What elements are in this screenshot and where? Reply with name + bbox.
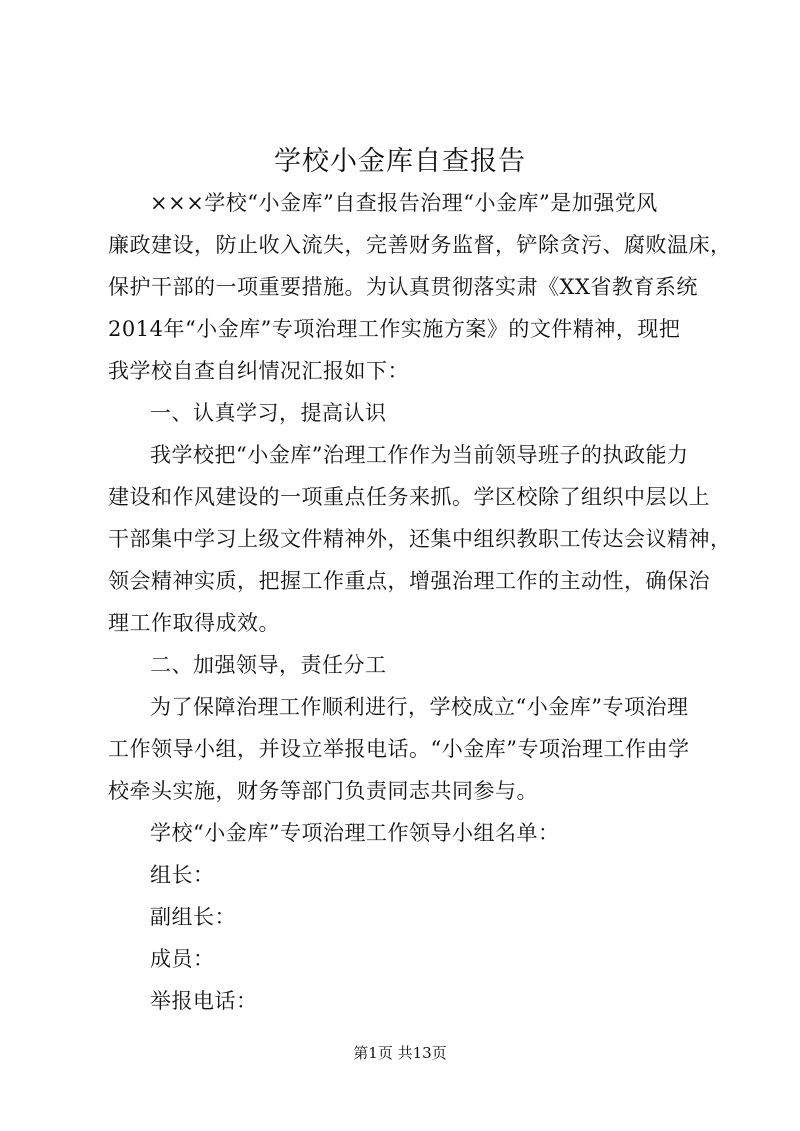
body-line-10: 领会精神实质，把握工作重点，增强治理工作的主动性，确保治 — [108, 569, 710, 593]
body-line-14: 工作领导小组，并设立举报电话。“小金库”专项治理工作由学 — [108, 737, 690, 761]
body-line-8: 建设和作风建设的一项重点任务来抓。学区校除了组织中层以上 — [108, 485, 710, 509]
body-line-15: 校牵头实施，财务等部门负责同志共同参与。 — [108, 779, 538, 803]
document-title: 学校小金库自查报告 — [274, 146, 526, 177]
body-line-13: 为了保障治理工作顺利进行，学校成立“小金库”专项治理 — [150, 695, 689, 719]
roster-report-phone: 举报电话： — [150, 989, 258, 1013]
body-line-2: 廉政建设，防止收入流失，完善财务监督，铲除贪污、腐败温床， — [108, 233, 732, 257]
body-line-11: 理工作取得成效。 — [108, 611, 280, 635]
roster-heading: 学校“小金库”专项治理工作领导小组名单： — [150, 821, 560, 845]
body-line-9: 干部集中学习上级文件精神外，还集中组织教职工传达会议精神， — [108, 527, 732, 551]
page-number-footer: 第1页 共13页 — [353, 1044, 447, 1062]
roster-members: 成员： — [150, 947, 215, 971]
body-line-5: 我学校自查自纠情况汇报如下： — [108, 359, 409, 383]
body-line-3: 保护干部的一项重要措施。为认真贯彻落实肃《XX省教育系统 — [108, 275, 698, 299]
body-line-7: 我学校把“小金库”治理工作作为当前领导班子的执政能力 — [150, 443, 689, 467]
body-line-4: 2014年“小金库”专项治理工作实施方案》的文件精神，现把 — [108, 317, 681, 341]
body-line-1: ×××学校“小金库”自查报告治理“小金库”是加强党风 — [150, 191, 658, 215]
roster-leader: 组长： — [150, 863, 215, 887]
document-body — [108, 182, 732, 1022]
roster-deputy-leader: 副组长： — [150, 905, 236, 929]
section-heading-1: 一、认真学习，提高认识 — [150, 401, 387, 425]
section-heading-2: 二、加强领导，责任分工 — [150, 653, 387, 677]
